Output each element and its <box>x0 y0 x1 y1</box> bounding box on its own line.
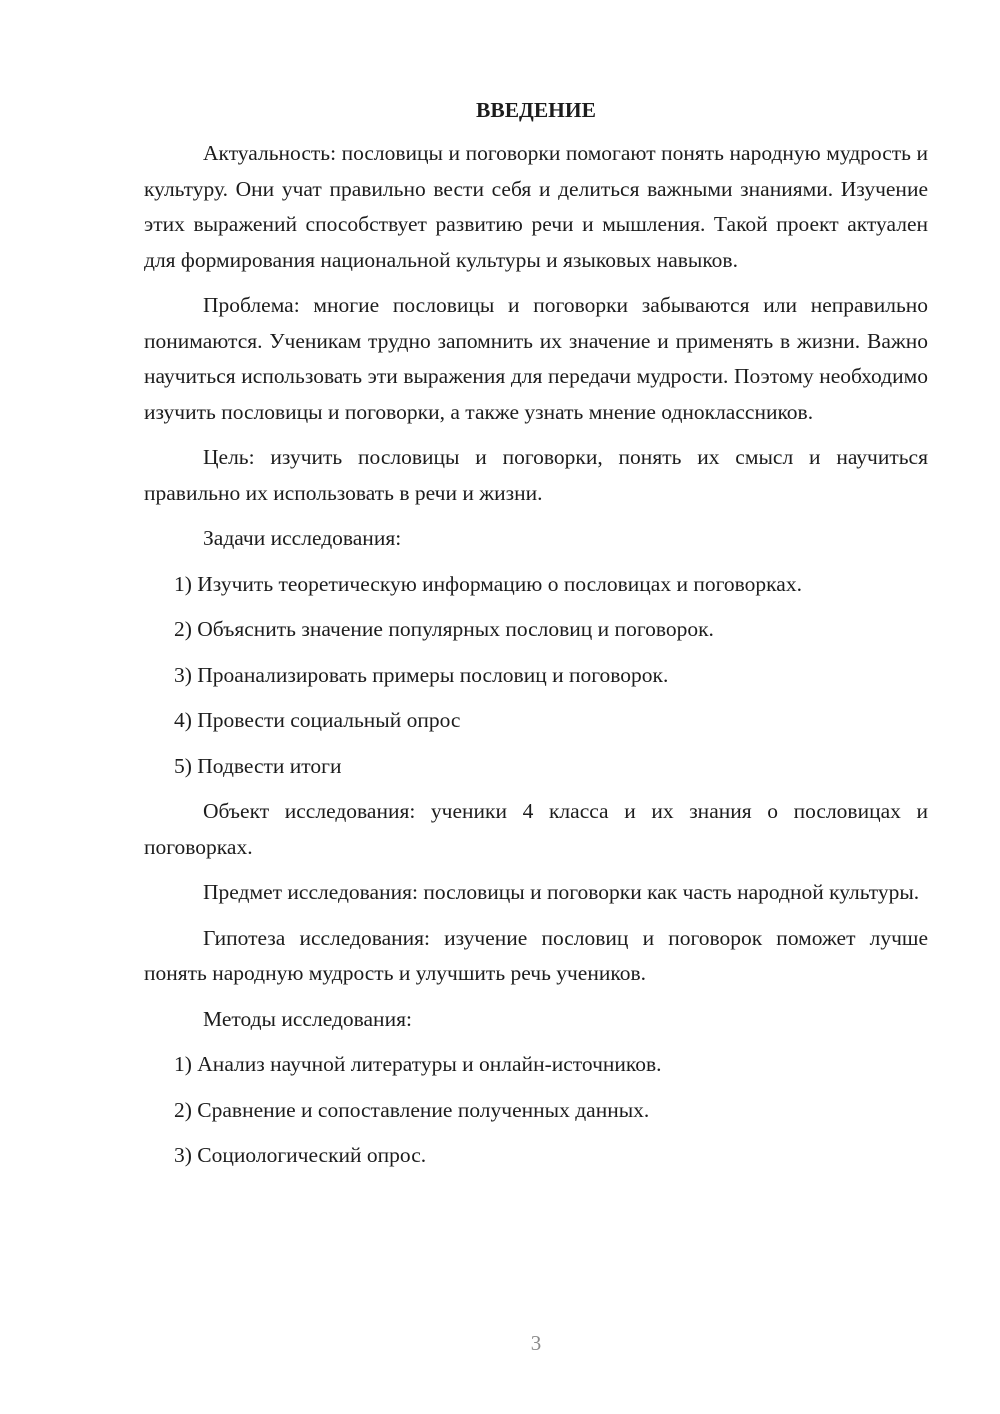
object-paragraph: Объект исследования: ученики 4 класса и их знания о пословицах и поговорках. <box>144 799 928 859</box>
tasks-list <box>144 567 928 785</box>
page-number: 3 <box>530 1331 542 1355</box>
methods-list <box>144 1047 928 1174</box>
problem-paragraph: Проблема: многие пословицы и поговорки забываются или неправильно понимаются. Ученикам трудно запомнить их значение и применять в жизни. Важно научиться использовать эти выражения для передачи мудрости. Поэтому необходимо изучить пословицы и поговорки, а также узнать мнение одноклассников. <box>144 293 928 424</box>
methods-heading: Методы исследования: <box>203 1006 412 1031</box>
document-page <box>144 94 928 1184</box>
task-item: 2) Объяснить значение популярных пословиц и поговорок. <box>174 617 714 641</box>
task-item: 3) Проанализировать примеры пословиц и поговорок. <box>174 662 669 687</box>
tasks-heading: Задачи исследования: <box>203 526 402 550</box>
hypothesis-paragraph: Гипотеза исследования: изучение пословиц и поговорок поможет лучше понять народную мудрость и улучшить речь учеников. <box>144 925 928 985</box>
task-item: 5) Подвести итоги <box>174 753 342 778</box>
section-title: ВВЕДЕНИЕ <box>476 98 596 122</box>
subject-paragraph: Предмет исследования: пословицы и поговорки как часть народной культуры. <box>203 880 920 904</box>
method-item: 1) Анализ научной литературы и онлайн-источников. <box>174 1052 662 1076</box>
goal-paragraph: Цель: изучить пословицы и поговорки, понять их смысл и научиться правильно их использовать в речи и жизни. <box>144 445 928 505</box>
task-item: 1) Изучить теоретическую информацию о пословицах и поговорках. <box>174 571 802 596</box>
relevance-paragraph: Актуальность: пословицы и поговорки помогают понять народную мудрость и культуру. Они учат правильно вести себя и делиться важными знаниями. Изучение этих выражений способствует развитию речи и мышления. Такой проект актуален для формирования национальной культуры и языковых навыков. <box>144 141 928 272</box>
task-item: 4) Провести социальный опрос <box>174 708 461 732</box>
method-item: 3) Социологический опрос. <box>174 1143 427 1167</box>
method-item: 2) Сравнение и сопоставление полученных данных. <box>174 1097 650 1122</box>
